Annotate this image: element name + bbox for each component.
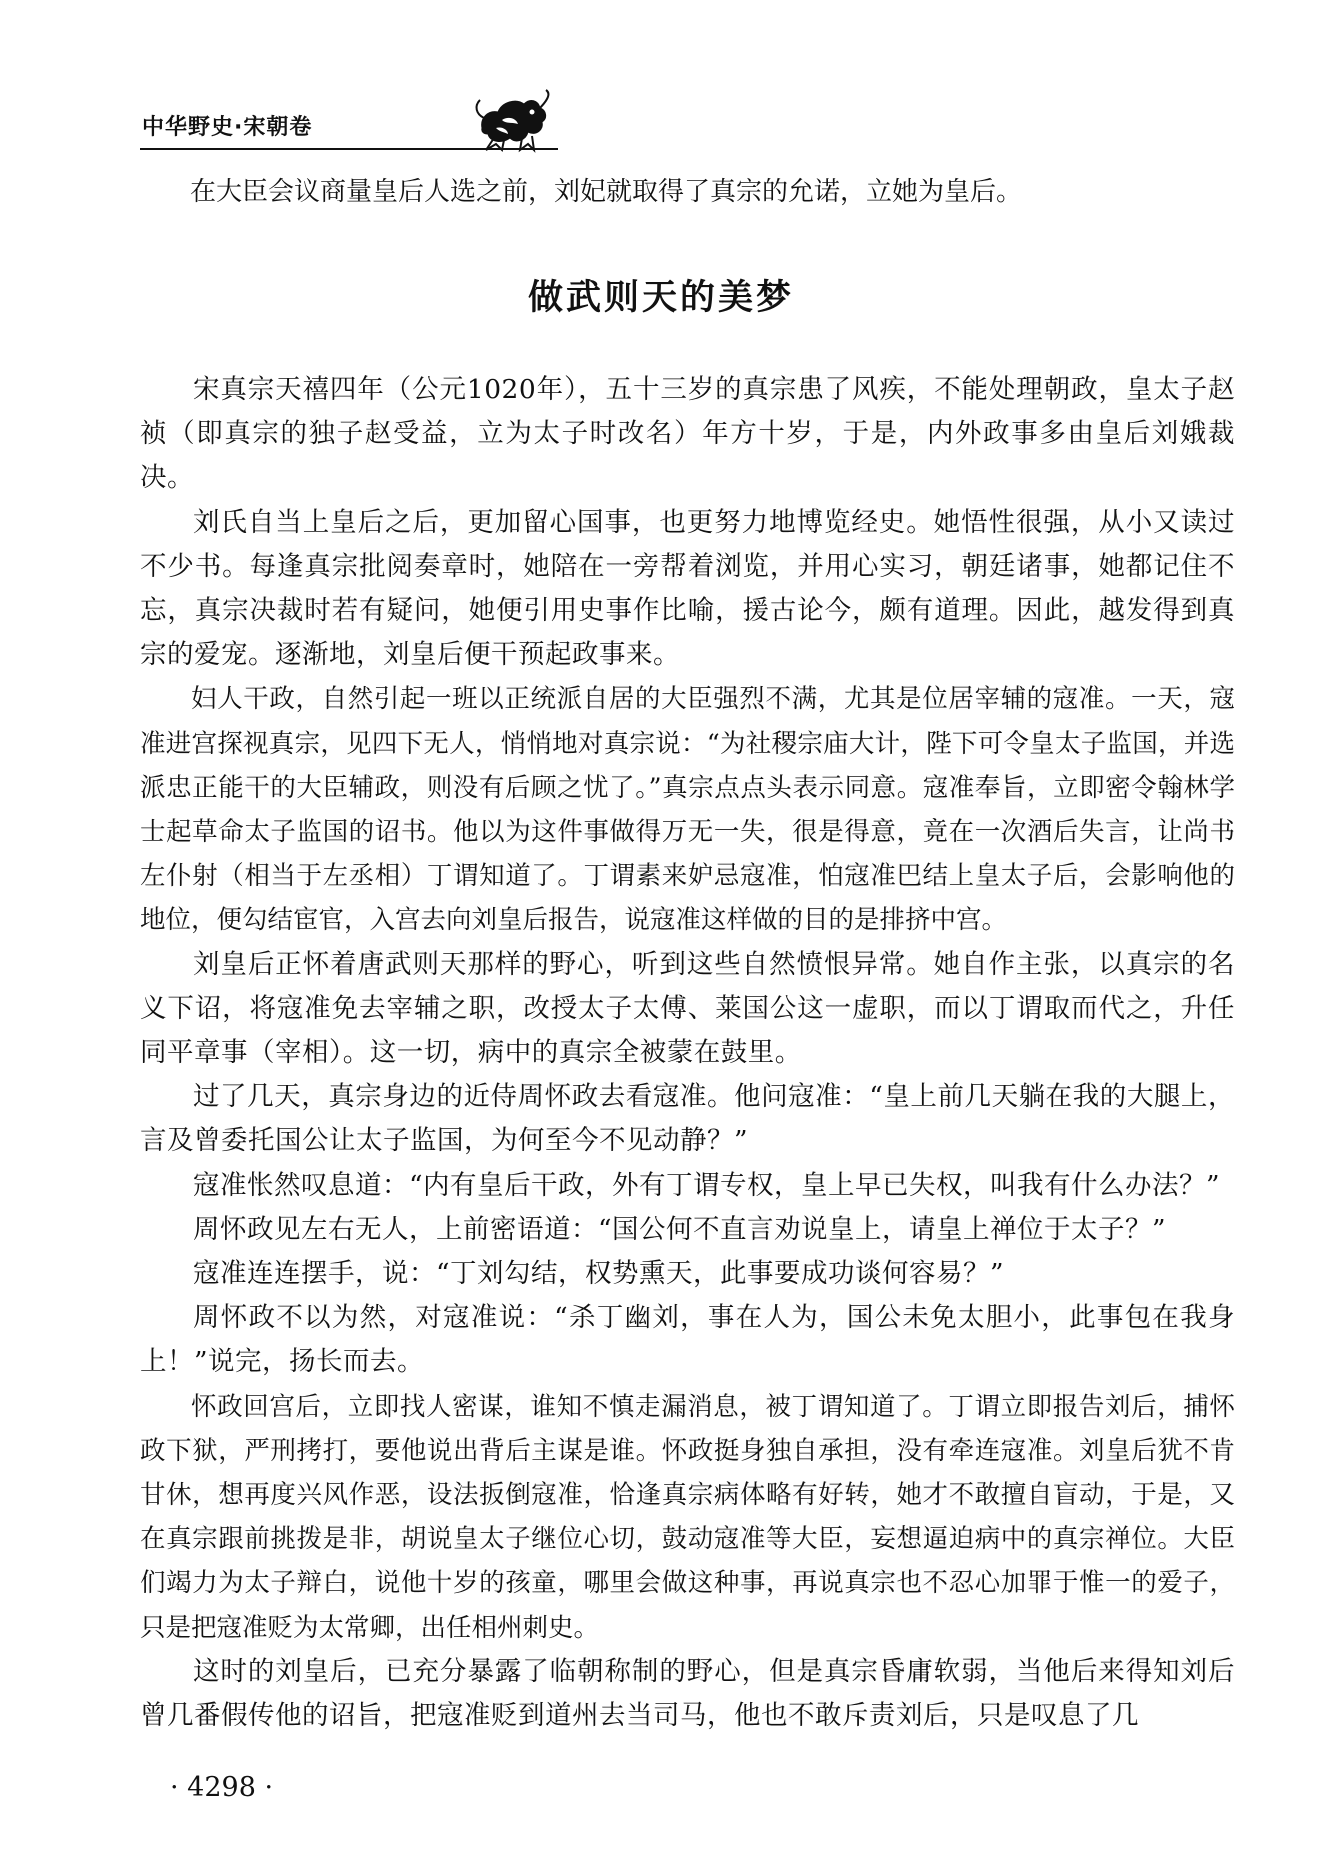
- paragraph: 怀政回宫后，立即找人密谋，谁知不慎走漏消息，被丁谓知道了。丁谓立即报告刘后，捕怀政下狱，严刑拷打，要他说出背后主谋是谁。怀政挺身独自承担，没有牵连寇准。刘皇后犹不肯甘休，想再度兴风作恶，设法扳倒寇准，恰逢真宗病体略有好转，她才不敢擅自盲动，于是，又在真宗跟前挑拨是非，胡说皇太子继位心切，鼓动寇准等大臣，妄想逼迫病中的真宗禅位。大臣们竭力为太子辩白，说他十岁的孩童，哪里会做这种事，再说真宗也不忍心加罪于惟一的爱子，只是把寇准贬为太常卿，出任相州刺史。: [140, 1391, 1235, 1643]
- body-text: [140, 368, 1235, 1738]
- paragraph: 妇人干政，自然引起一班以正统派自居的大臣强烈不满，尤其是位居宰辅的寇准。一天，寇准进宫探视真宗，见四下无人，悄悄地对真宗说：“为社稷宗庙大计，陛下可令皇太子监国，并选派忠正能干的大臣辅政，则没有后顾之忧了。”真宗点点头表示同意。寇准奉旨，立即密令翰林学士起草命太子监国的诏书。他以为这件事做得万无一失，很是得意，竟在一次酒后失言，让尚书左仆射（相当于左丞相）丁谓知道了。丁谓素来妒忌寇准，怕寇准巴结上皇太子后，会影响他的地位，便勾结宦官，入宫去向刘皇后报告，说寇准这样做的目的是排挤中宫。: [140, 684, 1235, 936]
- section-title: 做武则天的美梦: [527, 278, 794, 318]
- dragon-emblem-icon: [472, 88, 552, 154]
- paragraph: 过了几天，真宗身边的近侍周怀政去看寇准。他问寇准：“皇上前几天躺在我的大腿上，言及曾委托国公让太子监国，为何至今不见动静？”: [140, 1081, 1235, 1157]
- page-number: · 4298 ·: [170, 1772, 274, 1803]
- intro-line: 在大臣会议商量皇后人选之前，刘妃就取得了真宗的允诺，立她为皇后。: [190, 177, 1023, 207]
- paragraph: 周怀政不以为然，对寇准说：“杀丁幽刘，事在人为，国公未免太胆小，此事包在我身上！”说完，扬长而去。: [140, 1302, 1235, 1378]
- paragraph: 寇准怅然叹息道：“内有皇后干政，外有丁谓专权，皇上早已失权，叫我有什么办法？”: [193, 1169, 1221, 1201]
- paragraph: 宋真宗天禧四年（公元1020年），五十三岁的真宗患了风疾，不能处理朝政，皇太子赵祯（即真宗的独子赵受益，立为太子时改名）年方十岁，于是，内外政事多由皇后刘娥裁决。: [140, 374, 1235, 494]
- book-title: 中华野史·宋朝卷: [142, 115, 313, 140]
- paragraph: 这时的刘皇后，已充分暴露了临朝称制的野心，但是真宗昏庸软弱，当他后来得知刘后曾几番假传他的诏旨，把寇准贬到道州去当司马，他也不敢斥责刘后，只是叹息了几: [140, 1655, 1235, 1732]
- paragraph: 刘皇后正怀着唐武则天那样的野心，听到这些自然愤恨异常。她自作主张，以真宗的名义下诏，将寇准免去宰辅之职，改授太子太傅、莱国公这一虚职，而以丁谓取而代之，升任同平章事（宰相）。这一切，病中的真宗全被蒙在鼓里。: [140, 948, 1235, 1069]
- paragraph: 周怀政见左右无人，上前密语道：“国公何不直言劝说皇上，请皇上禅位于太子？”: [193, 1213, 1167, 1245]
- paragraph: 寇准连连摆手，说：“丁刘勾结，权势熏天，此事要成功谈何容易？”: [193, 1258, 1005, 1290]
- paragraph: 刘氏自当上皇后之后，更加留心国事，也更努力地博览经史。她悟性很强，从小又读过不少书。每逢真宗批阅奏章时，她陪在一旁帮着浏览，并用心实习，朝廷诸事，她都记住不忘，真宗决裁时若有疑问，她便引用史事作比喻，援古论今，颇有道理。因此，越发得到真宗的爱宠。逐渐地，刘皇后便干预起政事来。: [140, 506, 1235, 671]
